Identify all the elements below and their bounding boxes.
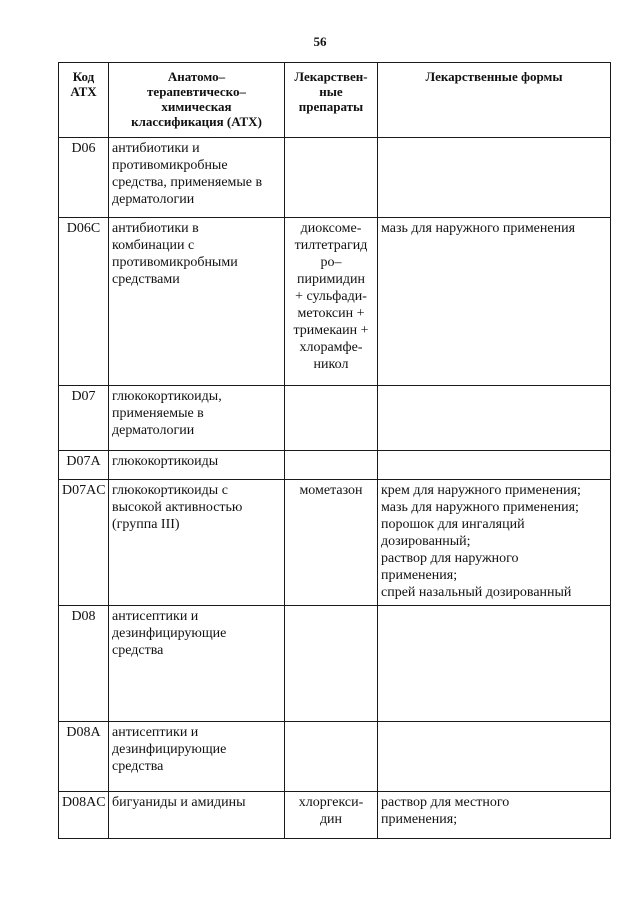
table-row <box>59 722 611 792</box>
cell-line: раствор для наружного <box>381 551 519 566</box>
cell-line: дерматологии <box>112 192 195 207</box>
cell-line: АТХ <box>70 84 97 99</box>
header-drugs <box>285 63 378 138</box>
row-forms <box>378 386 611 451</box>
cell-line: никол <box>313 357 349 372</box>
cell-line: крем для наружного применения; <box>381 483 581 498</box>
cell-line: Лекарствен- <box>294 69 368 84</box>
cell-line: бигуаниды и амидины <box>112 795 246 810</box>
cell-line: диоксоме- <box>300 221 362 236</box>
cell-line: дозированный; <box>381 534 471 549</box>
row-drugs <box>285 722 378 792</box>
cell-line: дин <box>319 812 343 827</box>
row-drugs <box>285 480 378 606</box>
row-code: D07A <box>59 451 109 480</box>
cell-line: антибиотики в <box>112 221 199 236</box>
row-drugs <box>285 451 378 480</box>
row-code: D08A <box>59 722 109 792</box>
cell-line: ные <box>319 84 343 99</box>
cell-line: химическая <box>161 99 232 114</box>
cell-line: классификация (АТХ) <box>131 114 262 129</box>
atc-table <box>58 62 611 839</box>
table-row <box>59 218 611 386</box>
cell-line: антисептики и <box>112 609 199 624</box>
cell-line: Анатомо– <box>167 69 226 84</box>
page-number: 56 <box>313 34 327 49</box>
header-forms <box>378 63 611 138</box>
cell-line: противомикробные <box>112 158 228 173</box>
row-code: D08 <box>59 606 109 722</box>
row-drugs <box>285 792 378 839</box>
cell-line: средства <box>112 643 164 658</box>
row-drugs <box>285 386 378 451</box>
cell-line: глюкокортикоиды, <box>112 389 222 404</box>
row-forms <box>378 451 611 480</box>
row-forms <box>378 606 611 722</box>
cell-line: глюкокортикоиды <box>112 454 219 469</box>
row-classification <box>109 138 285 218</box>
row-drugs <box>285 218 378 386</box>
cell-line: мометазон <box>299 483 363 498</box>
cell-line: раствор для местного <box>381 795 510 810</box>
row-classification <box>109 792 285 839</box>
cell-line: хлоргекси- <box>298 795 364 810</box>
table-row <box>59 792 611 839</box>
cell-line: спрей назальный дозированный <box>381 585 572 600</box>
row-code: D07 <box>59 386 109 451</box>
cell-line: терапевтическо– <box>147 84 246 99</box>
cell-line: антисептики и <box>112 725 199 740</box>
table-header-row <box>59 63 611 138</box>
table-body <box>59 138 611 839</box>
cell-line: антибиотики и <box>112 141 200 156</box>
cell-line: Лекарственные формы <box>425 69 563 84</box>
row-forms <box>378 138 611 218</box>
row-forms <box>378 218 611 386</box>
cell-line: тилтетрагид <box>294 238 368 253</box>
cell-line: пиримидин <box>297 272 365 287</box>
header-classification <box>109 63 285 138</box>
cell-line: противомикробными <box>112 255 238 270</box>
row-drugs <box>285 138 378 218</box>
cell-line: хлорамфе- <box>299 340 363 355</box>
table-row <box>59 138 611 218</box>
cell-line: применения; <box>381 568 458 583</box>
cell-line: дерматологии <box>112 423 195 438</box>
cell-line: применения; <box>381 812 458 827</box>
row-code: D08AC <box>59 792 109 839</box>
header-code <box>59 63 109 138</box>
row-forms <box>378 792 611 839</box>
cell-line: комбинации с <box>112 238 195 253</box>
row-classification <box>109 606 285 722</box>
cell-line: средства, применяемые в <box>112 175 263 190</box>
cell-line: мазь для наружного применения; <box>381 500 579 515</box>
cell-line: применяемые в <box>112 406 204 421</box>
row-code: D07AC <box>59 480 109 606</box>
row-classification <box>109 722 285 792</box>
row-classification <box>109 480 285 606</box>
cell-line: метоксин + <box>297 306 365 321</box>
cell-line: глюкокортикоиды с <box>112 483 228 498</box>
cell-line: мазь для наружного применения <box>381 221 576 236</box>
table-row <box>59 606 611 722</box>
table-row <box>59 480 611 606</box>
cell-line: высокой активностью <box>112 500 243 515</box>
row-forms <box>378 480 611 606</box>
cell-line: средствами <box>112 272 180 287</box>
cell-line: средства <box>112 759 164 774</box>
row-classification <box>109 386 285 451</box>
cell-line: порошок для ингаляций <box>381 517 525 532</box>
cell-line: препараты <box>298 99 364 114</box>
cell-line: ро– <box>320 255 342 270</box>
cell-line: дезинфицирующие <box>112 626 227 641</box>
cell-line: + сульфади- <box>295 289 367 304</box>
cell-line: дезинфицирующие <box>112 742 227 757</box>
row-code: D06 <box>59 138 109 218</box>
table-row <box>59 386 611 451</box>
cell-line: Код <box>72 69 95 84</box>
table-row <box>59 451 611 480</box>
cell-line: (группа III) <box>112 517 180 532</box>
row-classification <box>109 218 285 386</box>
row-code: D06C <box>59 218 109 386</box>
row-drugs <box>285 606 378 722</box>
cell-line: тримекаин + <box>293 323 369 338</box>
row-forms <box>378 722 611 792</box>
row-classification <box>109 451 285 480</box>
